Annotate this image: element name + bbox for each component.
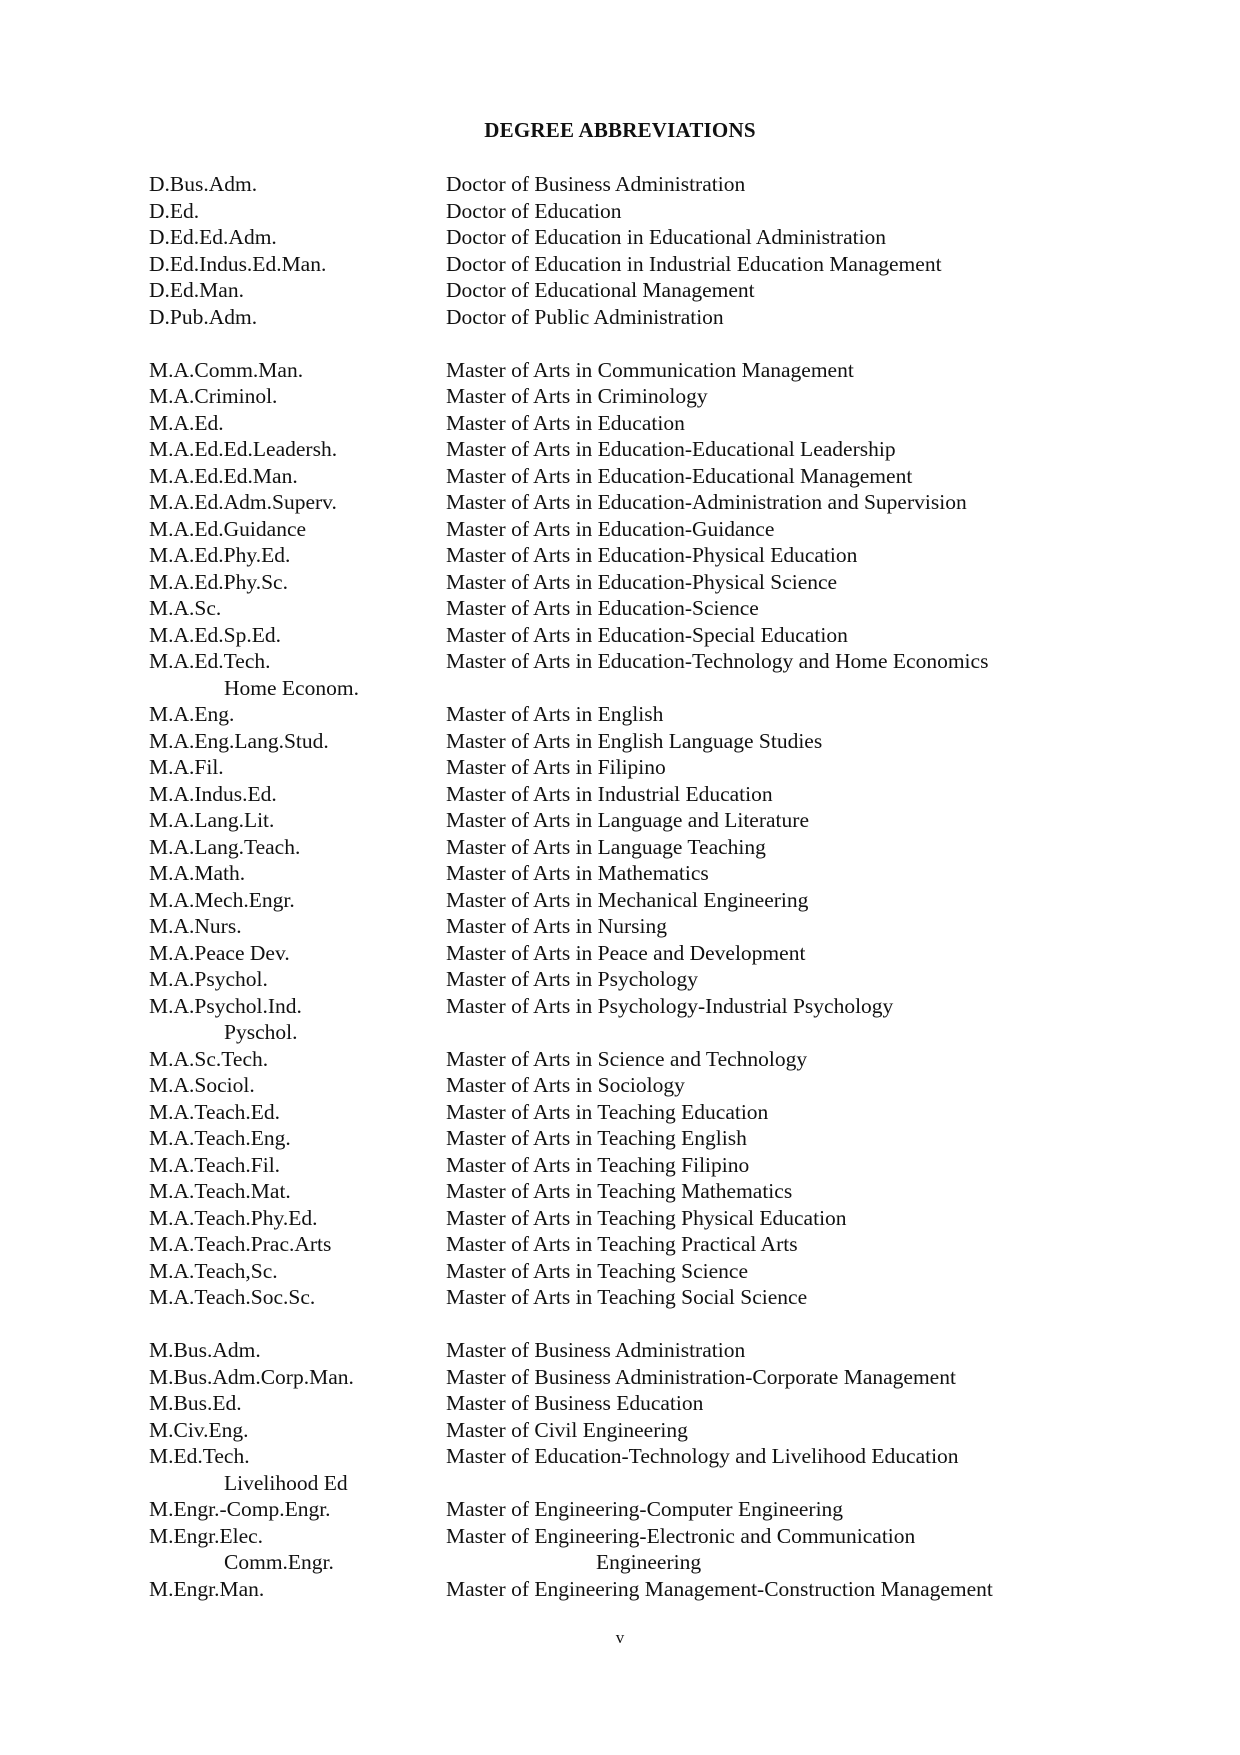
abbreviation: M.A.Ed.Guidance	[149, 516, 307, 541]
degree-name: Master of Arts in Education-Guidance	[446, 516, 775, 541]
abbreviation-entry	[149, 1152, 1049, 1179]
abbreviation-entry	[149, 834, 1049, 861]
abbreviation: M.A.Ed.Sp.Ed.	[149, 622, 281, 647]
abbreviation-entry	[149, 436, 1049, 463]
abbreviation: M.A.Indus.Ed.	[149, 781, 277, 806]
abbreviation: M.A.Fil.	[149, 755, 224, 779]
abbreviation-entry	[149, 1072, 1049, 1099]
degree-name: Master of Arts in Mechanical Engineering	[446, 887, 809, 912]
abbreviation-entry	[149, 701, 1049, 728]
abbreviation: D.Bus.Adm.	[149, 172, 258, 196]
abbreviation: M.A.Ed.Phy.Sc.	[149, 569, 288, 594]
degree-name: Master of Education-Technology and Livelihood Education	[446, 1444, 959, 1468]
degree-name: Doctor of Education in Educational Administration	[446, 225, 887, 249]
abbreviation: M.A.Teach.Fil.	[149, 1152, 281, 1177]
abbreviation: M.A.Eng.Lang.Stud.	[149, 728, 329, 753]
degree-name: Master of Arts in Education-Educational Management	[446, 463, 913, 488]
degree-name: Master of Arts in Teaching English	[446, 1126, 747, 1150]
abbreviation-continuation: Livelihood Ed	[224, 1470, 348, 1495]
abbreviation-entry	[149, 1443, 1049, 1470]
abbreviation-entry-continuation	[149, 1019, 1049, 1046]
abbreviation-entry	[149, 463, 1049, 490]
abbreviation: M.A.Teach.Mat.	[149, 1179, 291, 1203]
abbreviation: D.Ed.Ed.Adm.	[149, 225, 277, 249]
abbreviation: M.A.Psychol.Ind.	[149, 993, 302, 1018]
abbreviation-entry	[149, 277, 1049, 304]
degree-name: Master of Arts in Industrial Education	[446, 781, 773, 806]
degree-name: Master of Engineering-Computer Engineering	[446, 1497, 844, 1521]
abbreviation-entry	[149, 993, 1049, 1020]
abbreviation: M.Engr.-Comp.Engr.	[149, 1497, 331, 1521]
abbreviation: M.A.Teach.Ed.	[149, 1099, 281, 1124]
abbreviation-entry	[149, 383, 1049, 410]
degree-name: Master of Civil Engineering	[446, 1417, 688, 1442]
abbreviation-entry	[149, 1496, 1049, 1523]
abbreviation: M.A.Sc.Tech.	[149, 1046, 269, 1071]
degree-name: Master of Arts in Peace and Development	[446, 940, 806, 965]
abbreviation: M.A.Lang.Lit.	[149, 808, 275, 832]
abbreviation: M.Engr.Man.	[149, 1576, 265, 1601]
abbreviation-entry	[149, 357, 1049, 384]
abbreviation-entry-continuation	[149, 1470, 1049, 1497]
abbreviation: M.Bus.Ed.	[149, 1391, 242, 1415]
abbreviation-entry	[149, 1523, 1049, 1550]
abbreviation-entry	[149, 198, 1049, 225]
degree-name: Master of Engineering-Electronic and Communication	[446, 1523, 916, 1548]
degree-name: Master of Arts in Science and Technology	[446, 1046, 808, 1071]
abbreviation: M.A.Teach.Soc.Sc.	[149, 1285, 316, 1309]
abbreviation-entry	[149, 224, 1049, 251]
abbreviation-entry	[149, 1576, 1049, 1603]
abbreviation: M.A.Peace Dev.	[149, 940, 290, 965]
degree-name-continuation: Engineering	[596, 1550, 702, 1574]
abbreviation-entry	[149, 1390, 1049, 1417]
abbreviation-entry	[149, 1284, 1049, 1311]
page-number: v	[615, 1628, 625, 1647]
abbreviation-continuation: Comm.Engr.	[224, 1550, 334, 1574]
abbreviation: M.Civ.Eng.	[149, 1417, 249, 1442]
abbreviation-entry	[149, 887, 1049, 914]
abbreviation: M.A.Lang.Teach.	[149, 834, 301, 859]
abbreviation: M.A.Math.	[149, 861, 246, 885]
degree-name: Doctor of Business Administration	[446, 172, 746, 196]
degree-name: Master of Arts in Teaching Mathematics	[446, 1179, 793, 1203]
abbreviation-continuation: Home Econom.	[224, 675, 359, 700]
abbreviation-entry	[149, 781, 1049, 808]
degree-name: Master of Arts in Nursing	[446, 914, 667, 938]
degree-name: Master of Arts in Mathematics	[446, 861, 709, 885]
abbreviation-entry	[149, 1099, 1049, 1126]
abbreviation-entry	[149, 1417, 1049, 1444]
abbreviation-list	[149, 171, 1049, 1602]
degree-name: Master of Business Administration	[446, 1338, 746, 1362]
degree-name: Master of Arts in Teaching Science	[446, 1258, 748, 1283]
abbreviation-entry	[149, 966, 1049, 993]
degree-name: Master of Arts in Teaching Filipino	[446, 1152, 750, 1177]
abbreviation: M.A.Ed.Tech.	[149, 649, 271, 673]
abbreviation-entry	[149, 251, 1049, 278]
degree-name: Doctor of Educational Management	[446, 278, 755, 302]
abbreviation-entry-continuation	[149, 1549, 1049, 1576]
degree-name: Master of Arts in Language Teaching	[446, 834, 766, 859]
group-spacer	[149, 1311, 1049, 1338]
abbreviation-entry	[149, 516, 1049, 543]
abbreviation: M.Engr.Elec.	[149, 1523, 264, 1548]
abbreviation: M.A.Nurs.	[149, 914, 242, 938]
degree-name: Master of Arts in Education-Educational Leadership	[446, 437, 896, 461]
abbreviation-entry	[149, 1125, 1049, 1152]
abbreviation-entry	[149, 410, 1049, 437]
abbreviation-entry	[149, 940, 1049, 967]
abbreviation-entry	[149, 728, 1049, 755]
abbreviation: M.A.Ed.	[149, 410, 224, 435]
degree-name: Master of Arts in English Language Studies	[446, 728, 823, 753]
abbreviation-entry	[149, 1205, 1049, 1232]
abbreviation: M.A.Teach.Eng.	[149, 1126, 291, 1150]
degree-name: Master of Arts in Psychology	[446, 967, 699, 991]
degree-name: Master of Arts in Education	[446, 410, 685, 435]
degree-name: Master of Arts in Psychology-Industrial Psychology	[446, 993, 894, 1018]
abbreviation-entry	[149, 1258, 1049, 1285]
degree-name-continuation	[521, 675, 1049, 702]
abbreviation-entry-continuation	[149, 675, 1049, 702]
degree-name: Master of Arts in Education-Special Education	[446, 622, 848, 647]
abbreviation: M.A.Comm.Man.	[149, 357, 304, 382]
degree-name: Doctor of Education in Industrial Education Management	[446, 251, 942, 276]
abbreviation: D.Ed.	[149, 198, 200, 223]
abbreviation-entry	[149, 807, 1049, 834]
degree-name: Master of Business Administration-Corporate Management	[446, 1364, 956, 1389]
abbreviation: M.A.Ed.Ed.Leadersh.	[149, 437, 338, 461]
abbreviation-entry	[149, 304, 1049, 331]
abbreviation-entry	[149, 754, 1049, 781]
abbreviation: D.Pub.Adm.	[149, 304, 258, 329]
degree-name: Master of Arts in Filipino	[446, 755, 666, 779]
abbreviation-entry	[149, 622, 1049, 649]
abbreviation: M.A.Mech.Engr.	[149, 887, 295, 912]
abbreviation-entry	[149, 171, 1049, 198]
degree-name: Master of Arts in Education-Technology and Home Economics	[446, 649, 989, 673]
abbreviation-entry	[149, 1178, 1049, 1205]
abbreviation: D.Ed.Indus.Ed.Man.	[149, 251, 327, 276]
abbreviation: M.Bus.Adm.Corp.Man.	[149, 1364, 354, 1389]
abbreviation-entry	[149, 1337, 1049, 1364]
abbreviation: D.Ed.Man.	[149, 278, 244, 302]
abbreviation-entry	[149, 595, 1049, 622]
degree-name: Master of Arts in Teaching Practical Arts	[446, 1232, 798, 1256]
abbreviation: M.A.Psychol.	[149, 967, 268, 991]
group-spacer	[149, 330, 1049, 357]
degree-name: Master of Arts in Education-Science	[446, 596, 759, 620]
degree-name: Master of Arts in English	[446, 702, 664, 726]
page-title: DEGREE ABBREVIATIONS	[484, 118, 756, 142]
degree-name: Master of Arts in Teaching Education	[446, 1099, 769, 1124]
abbreviation: M.A.Sc.	[149, 596, 222, 620]
abbreviation-entry	[149, 1231, 1049, 1258]
abbreviation-entry	[149, 1046, 1049, 1073]
abbreviation: M.Ed.Tech.	[149, 1444, 250, 1468]
degree-name: Master of Arts in Sociology	[446, 1073, 685, 1097]
abbreviation: M.A.Ed.Ed.Man.	[149, 463, 298, 488]
abbreviation-entry	[149, 1364, 1049, 1391]
degree-name: Master of Arts in Language and Literature	[446, 808, 809, 832]
abbreviation-continuation: Pyschol.	[224, 1020, 298, 1044]
degree-name-continuation	[521, 1470, 1049, 1497]
degree-name: Master of Arts in Teaching Social Science	[446, 1285, 808, 1309]
abbreviation-entry	[149, 542, 1049, 569]
abbreviation: M.A.Criminol.	[149, 384, 278, 408]
abbreviation-entry	[149, 860, 1049, 887]
degree-name: Master of Arts in Teaching Physical Education	[446, 1205, 847, 1230]
abbreviation-entry	[149, 913, 1049, 940]
abbreviation: M.A.Ed.Adm.Superv.	[149, 490, 337, 514]
abbreviation: M.A.Teach.Phy.Ed.	[149, 1205, 318, 1230]
abbreviation: M.A.Sociol.	[149, 1073, 255, 1097]
degree-name: Master of Arts in Education-Physical Education	[446, 543, 858, 567]
abbreviation: M.A.Eng.	[149, 702, 235, 726]
abbreviation-entry	[149, 648, 1049, 675]
degree-name: Master of Business Education	[446, 1391, 704, 1415]
abbreviation: M.A.Teach,Sc.	[149, 1258, 278, 1283]
abbreviation: M.A.Ed.Phy.Ed.	[149, 543, 291, 567]
degree-name: Master of Arts in Education-Physical Science	[446, 569, 838, 594]
degree-name: Master of Arts in Education-Administration and Supervision	[446, 490, 967, 514]
abbreviation-entry	[149, 489, 1049, 516]
degree-name: Master of Arts in Communication Management	[446, 357, 854, 382]
abbreviation: M.A.Teach.Prac.Arts	[149, 1232, 332, 1256]
abbreviation-entry	[149, 569, 1049, 596]
degree-name: Master of Engineering Management-Construction Management	[446, 1576, 993, 1601]
abbreviation: M.Bus.Adm.	[149, 1338, 261, 1362]
degree-name: Master of Arts in Criminology	[446, 384, 708, 408]
degree-name: Doctor of Public Administration	[446, 304, 724, 329]
degree-name-continuation	[521, 1019, 1049, 1046]
degree-name: Doctor of Education	[446, 198, 622, 223]
